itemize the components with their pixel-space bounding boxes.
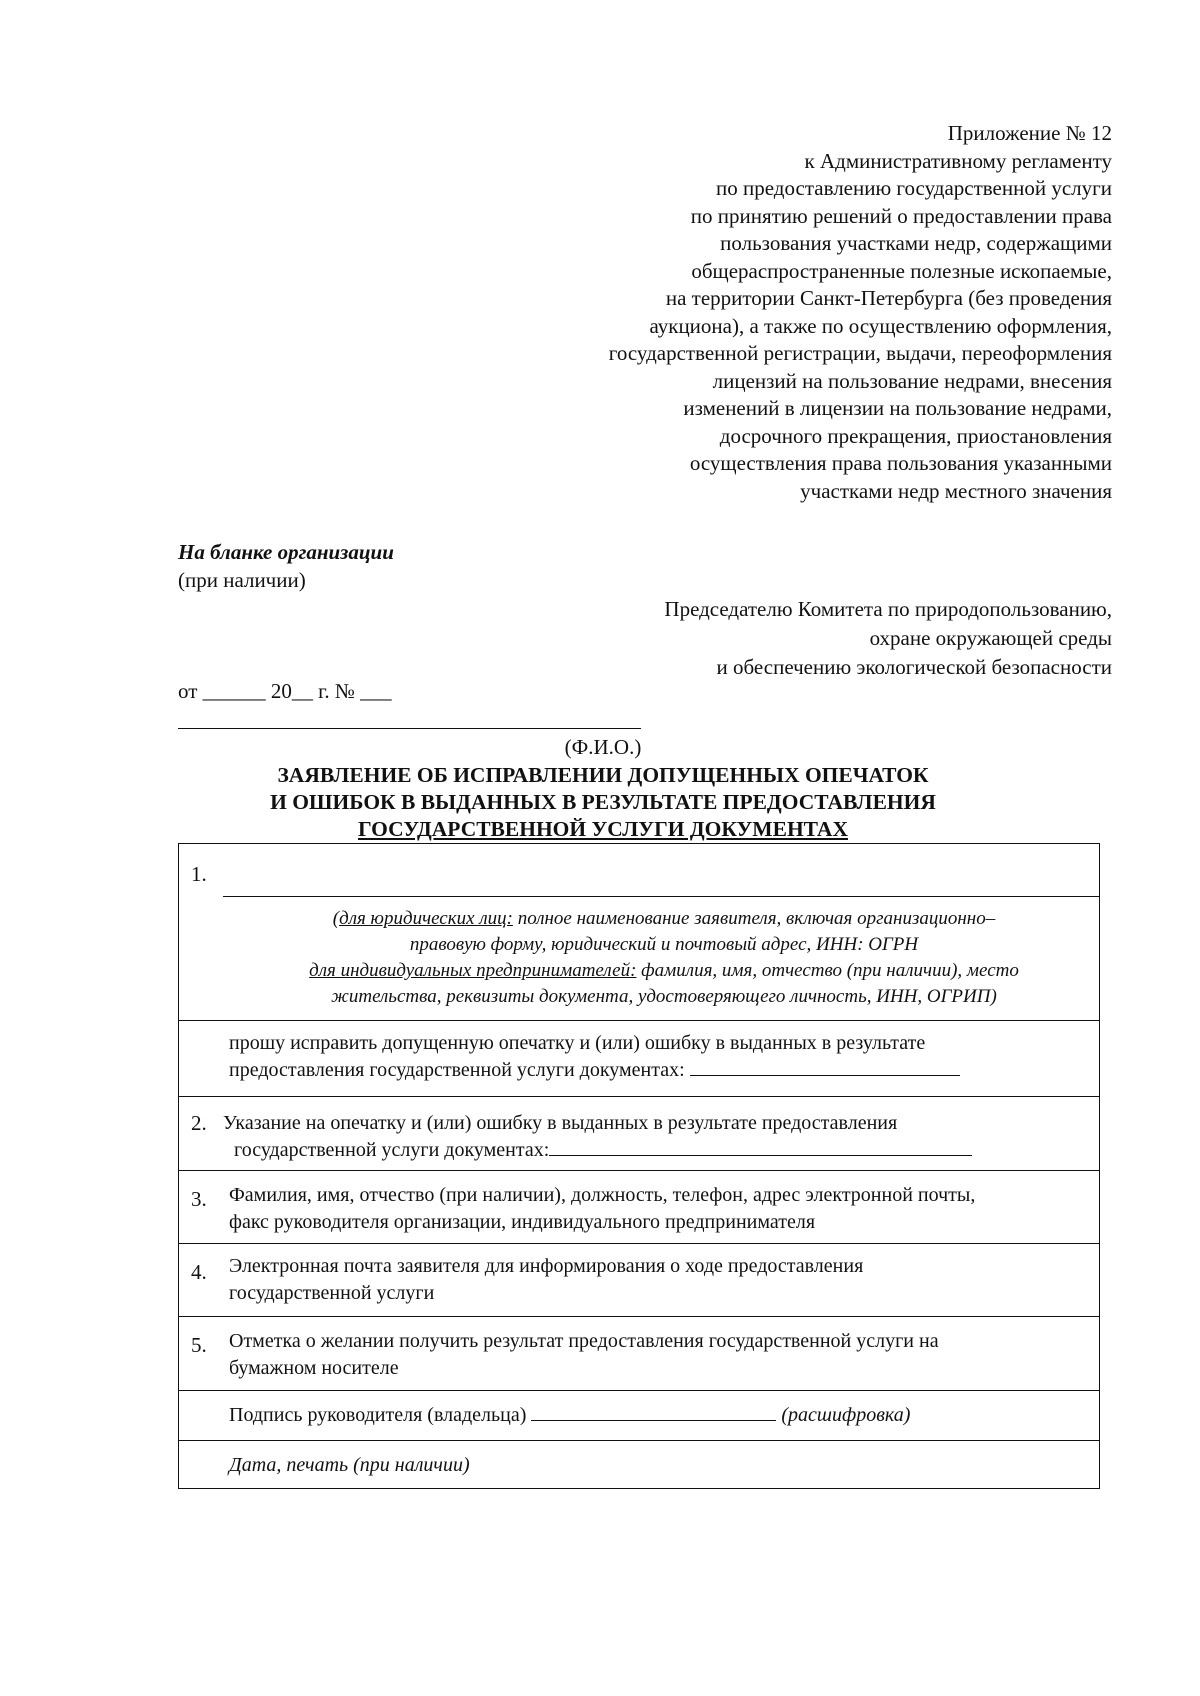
hint-ip-label: для индивидуальных предпринимателей: xyxy=(309,960,637,981)
item5-line: Отметка о желании получить результат предоставления государственной услуги на xyxy=(229,1330,939,1352)
document-title xyxy=(178,762,1028,843)
appendix-line: на территории Санкт-Петербурга (без проведения xyxy=(665,286,1112,310)
letterhead-title: На бланке организации xyxy=(178,540,394,564)
appendix-line: по предоставлению государственной услуги xyxy=(716,176,1112,200)
hint-line: жительства, реквизиты документа, удостоверяющего личность, ИНН, ОГРИП) xyxy=(331,986,997,1007)
item2-line-text: государственной услуги документах: xyxy=(234,1139,550,1161)
addressee-line: охране окружающей среды xyxy=(869,626,1112,650)
addressee-block xyxy=(664,595,1112,682)
item4-text xyxy=(229,1253,1079,1307)
documents-field[interactable] xyxy=(690,1057,960,1076)
item3-line: факс руководителя организации, индивидуального предпринимателя xyxy=(229,1211,816,1233)
title-line: И ОШИБОК В ВЫДАННЫХ В РЕЗУЛЬТАТЕ ПРЕДОСТАВЛЕНИЯ xyxy=(270,790,936,814)
addressee-line: и обеспечению экологической безопасности xyxy=(716,655,1112,679)
applicant-name-field[interactable] xyxy=(223,896,1099,897)
item-number: 4. xyxy=(191,1260,207,1284)
date-stamp-label: Дата, печать (при наличии) xyxy=(229,1454,470,1476)
date-number-line: от ______ 20__ г. № ___ xyxy=(178,679,392,703)
form-item-4 xyxy=(179,1243,1099,1316)
signature-label: Подпись руководителя (владельца) xyxy=(229,1404,527,1426)
item3-text xyxy=(229,1182,1079,1236)
title-line: ГОСУДАРСТВЕННОЙ УСЛУГИ ДОКУМЕНТАХ xyxy=(358,817,848,841)
application-form-table xyxy=(178,843,1100,1489)
hint-line xyxy=(239,906,1089,932)
appendix-line: к Административному регламенту xyxy=(804,148,1112,173)
form-signature-row xyxy=(179,1390,1099,1440)
item2-line: Указание на опечатку и (или) ошибку в выданных в результате предоставления xyxy=(223,1112,898,1134)
appendix-line: досрочного прекращения, приостановления xyxy=(719,423,1112,448)
appendix-line: изменений в лицензии на пользование недрами, xyxy=(683,396,1112,420)
form-request xyxy=(179,1020,1099,1096)
hint-line xyxy=(239,958,1089,984)
item1-hint xyxy=(239,906,1089,1010)
hint-ip-text: фамилия, имя, отчество (при наличии), место xyxy=(636,960,1019,981)
signature-text xyxy=(229,1402,1079,1429)
item3-line: Фамилия, имя, отчество (при наличии), должность, телефон, адрес электронной почты, xyxy=(229,1184,976,1206)
item4-line: Электронная почта заявителя для информирования о ходе предоставления xyxy=(229,1255,864,1277)
appendix-header xyxy=(609,120,1112,505)
form-item-1 xyxy=(179,844,1099,1020)
form-item-2 xyxy=(179,1096,1099,1170)
typo-field[interactable] xyxy=(549,1137,972,1156)
item4-line: государственной услуги xyxy=(229,1282,435,1304)
appendix-line: участками недр местного значения xyxy=(800,478,1112,503)
letterhead-note xyxy=(178,538,394,594)
letterhead-subnote: (при наличии) xyxy=(178,568,306,592)
item-number: 3. xyxy=(191,1187,207,1211)
item-number: 5. xyxy=(191,1333,207,1357)
appendix-line: по принятию решений о предоставлении права xyxy=(690,203,1112,228)
item-number: 2. xyxy=(191,1111,207,1135)
form-item-3 xyxy=(179,1170,1099,1243)
request-line xyxy=(229,1057,1079,1084)
signature-decode: (расшифровка) xyxy=(781,1404,911,1426)
item-number: 1. xyxy=(191,862,207,886)
item5-text xyxy=(229,1328,1079,1382)
hint-legal-text: полное наименование заявителя, включая организационно– xyxy=(512,908,996,929)
form-date-stamp-row xyxy=(179,1440,1099,1488)
hint-legal-label: для юридических лиц: xyxy=(339,908,513,929)
request-line-text: предоставления государственной услуги документах: xyxy=(229,1059,685,1081)
form-item-5 xyxy=(179,1316,1099,1390)
signature-field[interactable] xyxy=(531,1402,776,1421)
appendix-line: осуществления права пользования указанными xyxy=(689,451,1112,475)
request-line: прошу исправить допущенную опечатку и (или) ошибку в выданных в результате xyxy=(229,1032,926,1054)
fio-signature-line xyxy=(178,728,641,729)
hint-paren: ( xyxy=(332,908,340,929)
hint-line: правовую форму, юридический и почтовый адрес, ИНН: ОГРН xyxy=(409,934,919,955)
appendix-line: лицензий на пользование недрами, внесения xyxy=(712,368,1112,393)
item5-line: бумажном носителе xyxy=(229,1357,399,1379)
item2-text xyxy=(223,1110,1079,1164)
request-text xyxy=(229,1030,1079,1084)
appendix-line: аукциона), а также по осуществлению оформления, xyxy=(649,313,1112,338)
title-line: ЗАЯВЛЕНИЕ ОБ ИСПРАВЛЕНИИ ДОПУЩЕННЫХ ОПЕЧАТОК xyxy=(277,763,929,787)
addressee-line: Председателю Комитета по природопользованию, xyxy=(664,597,1112,621)
appendix-line: государственной регистрации, выдачи, переоформления xyxy=(608,341,1112,365)
appendix-line: Приложение № 12 xyxy=(947,121,1112,145)
item2-line xyxy=(223,1137,1079,1164)
appendix-line: общераспространенные полезные ископаемые, xyxy=(691,258,1112,283)
fio-label: (Ф.И.О.) xyxy=(564,735,642,759)
appendix-line: пользования участками недр, содержащими xyxy=(720,231,1112,255)
